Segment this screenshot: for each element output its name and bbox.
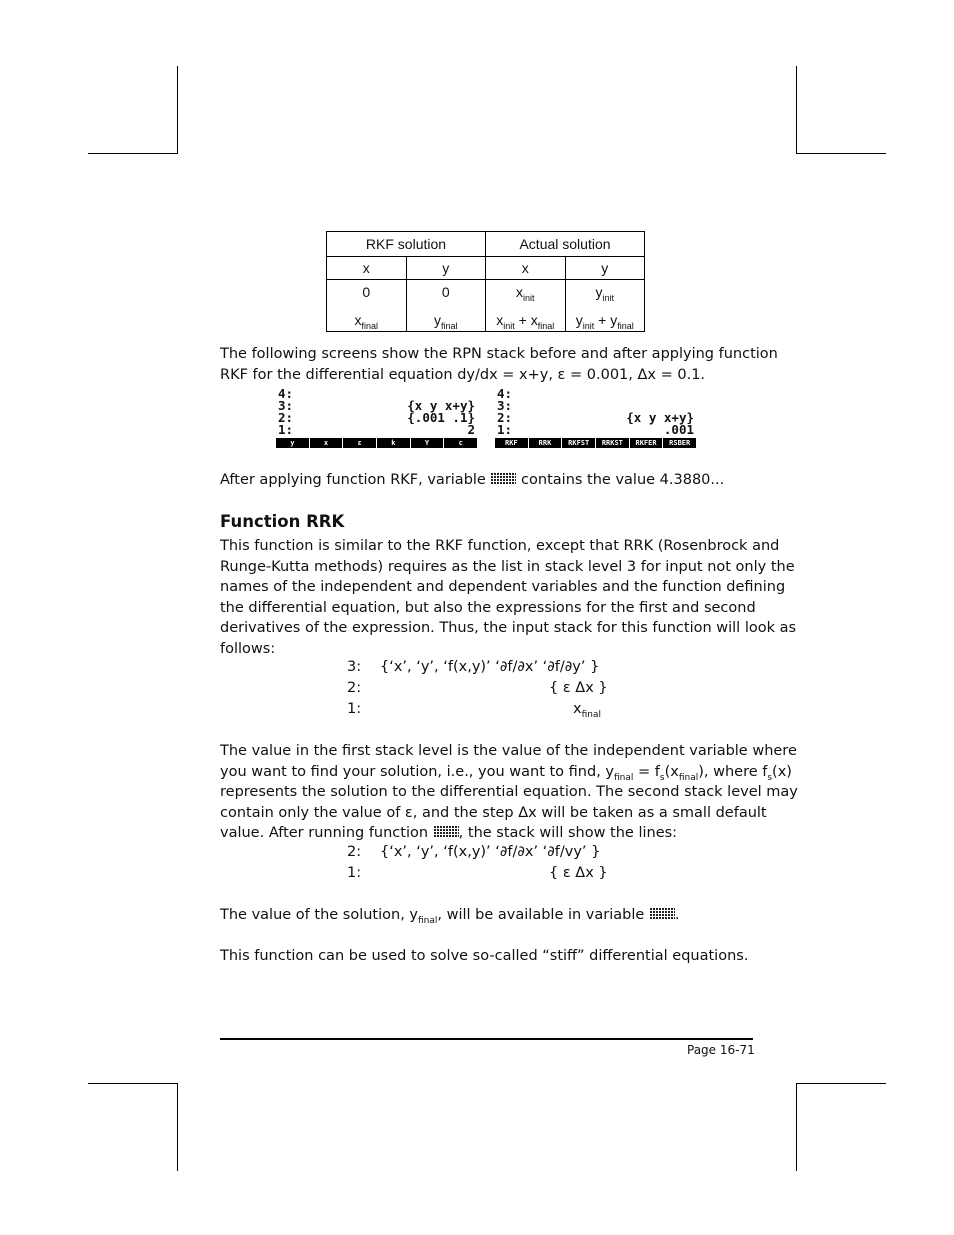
- crop-mark-bottom-right-v: [796, 1083, 797, 1171]
- stack-value-3: {‘x’, ‘y’, ‘f(x,y)’ ‘∂f/∂x’ ‘∂f/∂y’ }: [380, 659, 600, 675]
- stack-value-2: {‘x’, ‘y’, ‘f(x,y)’ ‘∂f/∂x’ ‘∂f/vy’ }: [380, 844, 601, 860]
- rkf-solution-header: RKF solution: [327, 232, 486, 257]
- stack-row: 2: {x y x+y}: [497, 410, 694, 425]
- table-cell: 0 $x_{final}$: [327, 280, 407, 332]
- table-subheader: x: [327, 257, 407, 280]
- table-cell: $y_{init}$ $y_{init} + y_{final}$: [565, 280, 645, 332]
- first-level-paragraph: The value in the first stack level is the value of the independent variable where you want to find your solution, i.e., you want to find, $y_{final} = f_s(x_{final})$, where $f_s(x)$ represents the solution to the differential equation. The second stack level may contain only the value of ε, and the step Δx will be taken as a small default value. After running function , the stack will show the lines:: [220, 743, 798, 842]
- softkey-rkfst[interactable]: RKFST: [562, 438, 595, 448]
- crop-mark-bottom-left-v: [177, 1083, 178, 1171]
- table-values-row: [327, 280, 645, 332]
- crop-mark-bottom-left-h: [88, 1083, 178, 1084]
- table-cell: $x_{init}$ $x_{init} + x_{final}$: [486, 280, 566, 332]
- stack-level-2: 2:: [347, 844, 362, 860]
- softkey-Y[interactable]: Y: [411, 438, 444, 448]
- softkey-k[interactable]: k: [377, 438, 410, 448]
- calculator-screen-after: [495, 386, 696, 448]
- table-subheader-row: [327, 257, 645, 280]
- solution-table: [326, 231, 645, 332]
- stack-row: 4:: [278, 386, 294, 401]
- softkey-x[interactable]: x: [310, 438, 343, 448]
- stack-level-1: 1:: [347, 865, 362, 881]
- stack-row: 2: {.001 .1}: [278, 410, 475, 425]
- softkey-rrk[interactable]: RRK: [529, 438, 562, 448]
- softkey-rkf[interactable]: RKF: [495, 438, 528, 448]
- footer-rule: [220, 1038, 753, 1040]
- stack-row: 1: 2: [278, 422, 475, 437]
- table-header-row: [327, 232, 645, 257]
- softkey-rrkst[interactable]: RRKST: [596, 438, 629, 448]
- page-number: Page 16-71: [687, 1043, 755, 1057]
- calculator-screen-before: [276, 386, 477, 448]
- table-subheader: x: [486, 257, 566, 280]
- table-subheader: y: [406, 257, 486, 280]
- soft-menu-bar: [276, 438, 477, 448]
- table-cell: 0 $y_{final}$: [406, 280, 486, 332]
- softkey-epsilon[interactable]: ε: [343, 438, 376, 448]
- stack-row: 4:: [497, 386, 513, 401]
- rrk-description-paragraph: This function is similar to the RKF function, except that RRK (Rosenbrock and Runge-Kutta methods) requires as the list in stack level 3 for input not only the names of the independent and dependent variables and the function defining the differential equation, but also the expressions for the first and second derivatives of the expression. Thus, the input stack for this function will look as follows:: [220, 538, 797, 657]
- stack-level-1: 1:: [347, 701, 362, 717]
- stack-value-2: { ε Δx }: [549, 680, 608, 696]
- stack-row: 3:: [497, 398, 513, 413]
- stack-level-2: 2:: [347, 680, 362, 696]
- crop-mark-top-right-h: [796, 153, 886, 154]
- variable-softkey-icon: [649, 908, 675, 920]
- rrk-softkey-icon: [433, 826, 459, 838]
- actual-solution-header: Actual solution: [486, 232, 645, 257]
- soft-menu-bar: [495, 438, 696, 448]
- crop-mark-top-left-v: [177, 66, 178, 154]
- softkey-rsber[interactable]: RSBER: [663, 438, 696, 448]
- stack-level-3: 3:: [347, 659, 362, 675]
- softkey-y[interactable]: y: [276, 438, 309, 448]
- rkf-result-paragraph: After applying function RKF, variable contains the value 4.3880...: [220, 472, 725, 488]
- stack-value-1: { ε Δx }: [549, 865, 608, 881]
- stack-row: 1: .001: [497, 422, 694, 437]
- stiff-equations-paragraph: This function can be used to solve so-called “stiff” differential equations.: [220, 948, 749, 964]
- variable-softkey-icon: [490, 473, 516, 485]
- crop-mark-top-right-v: [796, 66, 797, 154]
- solution-value-paragraph: The value of the solution, $y_{final}$, will be available in variable .: [220, 907, 680, 926]
- crop-mark-bottom-right-h: [796, 1083, 886, 1084]
- section-heading: Function RRK: [220, 512, 345, 531]
- softkey-c[interactable]: c: [444, 438, 477, 448]
- table-subheader: y: [565, 257, 645, 280]
- stack-row: 3: {x y x+y}: [278, 398, 475, 413]
- intro-paragraph: The following screens show the RPN stack before and after applying function RKF for the differential equation dy/dx = x+y, ε = 0.001, Δx = 0.1.: [220, 346, 778, 383]
- stack-value-1: $x_{final}$: [573, 701, 601, 720]
- crop-mark-top-left-h: [88, 153, 178, 154]
- softkey-rkfer[interactable]: RKFER: [630, 438, 663, 448]
